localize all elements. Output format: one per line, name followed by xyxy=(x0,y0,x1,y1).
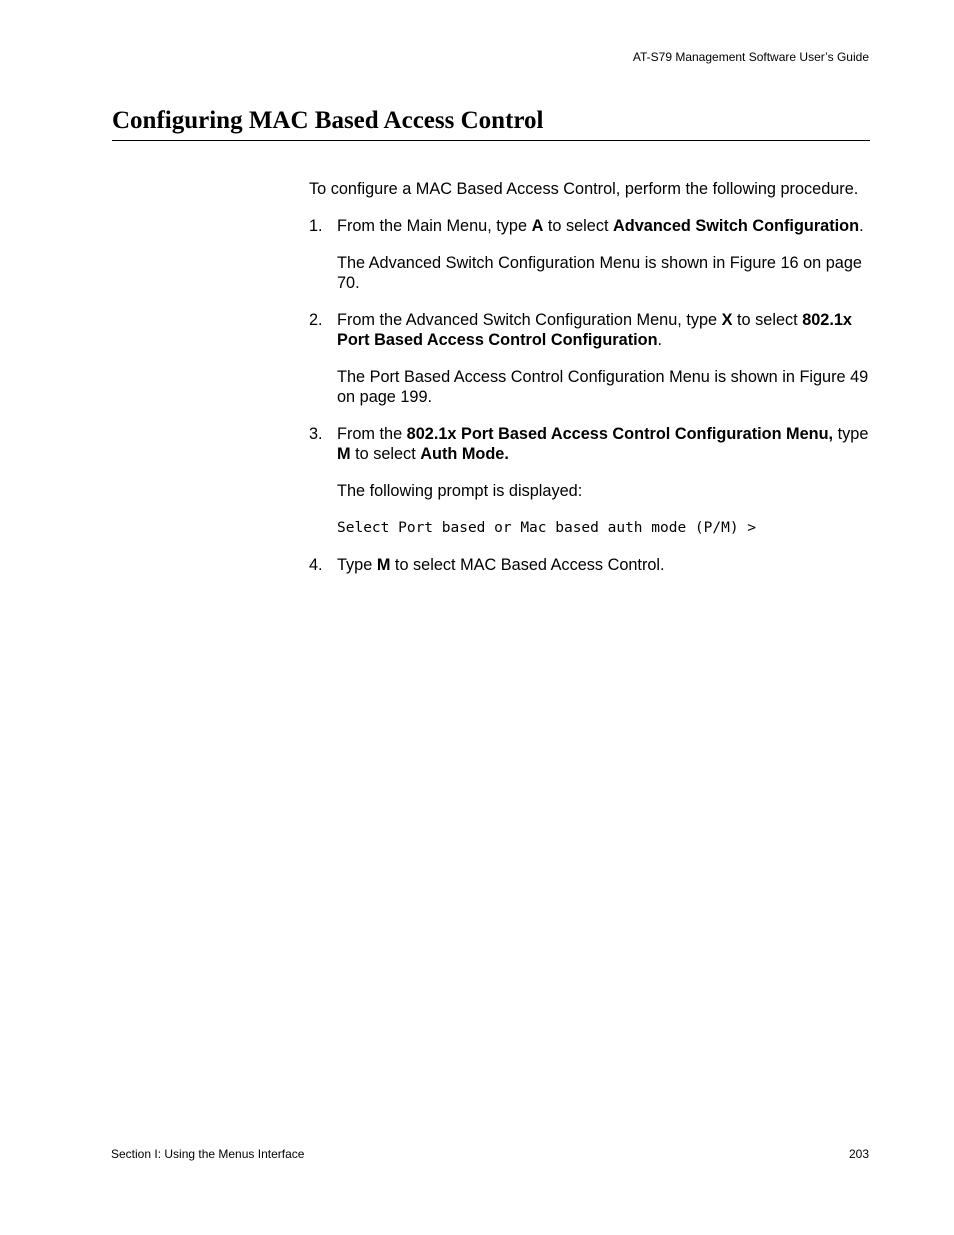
step-content xyxy=(337,424,874,538)
step-note: The Port Based Access Control Configuration Menu is shown in Figure 49 on page 199. xyxy=(337,368,869,406)
step-content xyxy=(337,216,874,293)
step-2 xyxy=(309,310,874,407)
step-4 xyxy=(309,555,874,575)
body-content xyxy=(309,179,874,592)
step-note: The following prompt is displayed: xyxy=(337,482,583,500)
step-content xyxy=(337,310,874,407)
step-instruction: From the 802.1x Port Based Access Control Configuration Menu, type M to select Auth Mode. xyxy=(337,425,869,463)
step-instruction: From the Advanced Switch Configuration Menu, type X to select 802.1x Port Based Access Control Configuration. xyxy=(337,311,852,349)
step-number: 1. xyxy=(309,217,323,235)
step-note: The Advanced Switch Configuration Menu is shown in Figure 16 on page 70. xyxy=(337,254,862,292)
step-content xyxy=(337,555,874,575)
step-1 xyxy=(309,216,874,293)
step-number: 2. xyxy=(309,311,323,329)
step-3 xyxy=(309,424,874,538)
step-instruction: From the Main Menu, type A to select Advanced Switch Configuration. xyxy=(337,217,864,235)
section-title: Configuring MAC Based Access Control xyxy=(112,106,870,141)
intro-paragraph: To configure a MAC Based Access Control, perform the following procedure. xyxy=(309,180,859,198)
command-prompt-example: Select Port based or Mac based auth mode (P/M) > xyxy=(337,520,757,536)
page-number: 203 xyxy=(848,1147,869,1161)
step-instruction: Type M to select MAC Based Access Control. xyxy=(337,556,665,574)
footer-section-label: Section I: Using the Menus Interface xyxy=(111,1147,305,1161)
running-header: AT-S79 Management Software User’s Guide xyxy=(632,50,869,64)
step-number: 3. xyxy=(309,425,323,443)
step-number: 4. xyxy=(309,556,323,574)
